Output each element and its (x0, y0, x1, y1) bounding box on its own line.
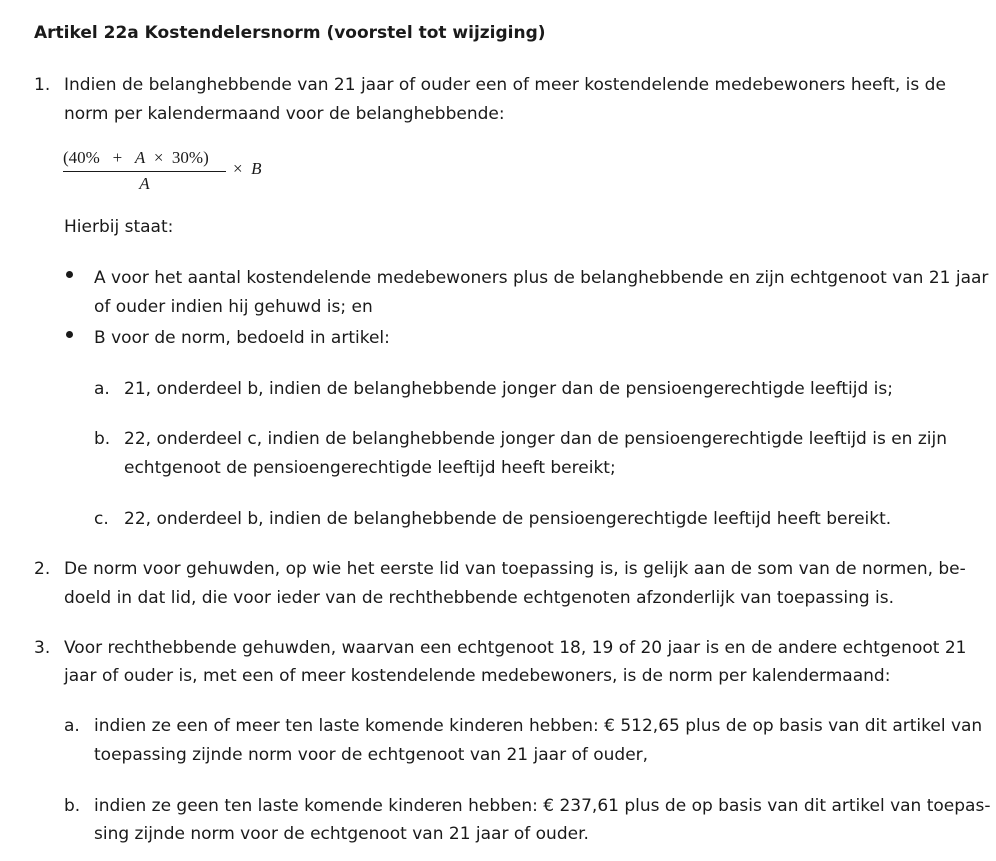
item-2-number: 2. (34, 559, 51, 579)
formula-fraction-bar (63, 171, 226, 172)
item-1-line-1: Indien de belanghebbende van 21 jaar of ouder een of meer kostendelende medebewoners heeft, is de (64, 75, 946, 95)
bullet-1-line-2: of ouder indien hij gehuwd is; en (94, 297, 373, 317)
item-1-number: 1. (34, 75, 51, 95)
subitem-1b-line-2: echtgenoot de pensioengerechtigde leeftijd heeft bereikt; (124, 458, 616, 478)
bullet-1-line-1: A voor het aantal kostendelende medebewoners plus de belanghebbende en zijn echtgenoot van 21 jaar (94, 268, 989, 288)
formula-numerator: (40% + A × 30%) (63, 148, 209, 167)
subitem-3b-letter: b. (64, 796, 81, 816)
item-2-line-2: doeld in dat lid, die voor ieder van de rechthebbende echtgenoten afzonderlijk van toepassing is. (64, 588, 895, 608)
subitem-1c-line-1: 22, onderdeel b, indien de belanghebbende de pensioengerechtigde leeftijd heeft bereikt. (124, 509, 892, 529)
bullet-2-line-1: B voor de norm, bedoeld in artikel: (94, 328, 390, 348)
subitem-1a-line-1: 21, onderdeel b, indien de belanghebbende jonger dan de pensioengerechtigde leeftijd is; (124, 379, 893, 399)
subitem-3a-letter: a. (64, 716, 80, 736)
hierbij-staat: Hierbij staat: (64, 217, 174, 237)
article-title: Artikel 22a Kostendelersnorm (voorstel tot wijziging) (34, 23, 546, 43)
item-1-line-2: norm per kalendermaand voor de belanghebbende: (64, 104, 505, 124)
subitem-3b-line-1: indien ze geen ten laste komende kinderen hebben: € 237,61 plus de op basis van dit artikel van toepas- (94, 796, 991, 816)
item-3-number: 3. (34, 638, 51, 658)
formula-multiplier: × B (233, 159, 262, 178)
subitem-3a-line-2: toepassing zijnde norm voor de echtgenoot van 21 jaar of ouder, (94, 745, 649, 765)
subitem-3b-line-2: sing zijnde norm voor de echtgenoot van 21 jaar of ouder. (94, 824, 589, 844)
subitem-3a-line-1: indien ze een of meer ten laste komende kinderen hebben: € 512,65 plus de op basis van dit artikel van (94, 716, 983, 736)
item-3-line-1: Voor rechthebbende gehuwden, waarvan een echtgenoot 18, 19 of 20 jaar is en de andere echtgenoot 21 (64, 638, 967, 658)
item-3-line-2: jaar of ouder is, met een of meer kostendelende medebewoners, is de norm per kalendermaand: (64, 666, 891, 686)
bullet-dot (66, 331, 73, 338)
bullet-dot (66, 271, 73, 278)
item-2-line-1: De norm voor gehuwden, op wie het eerste lid van toepassing is, is gelijk aan de som van de normen, be- (64, 559, 966, 579)
subitem-1b-line-1: 22, onderdeel c, indien de belanghebbende jonger dan de pensioengerechtigde leeftijd is en zijn (124, 429, 948, 449)
subitem-1a-letter: a. (94, 379, 110, 399)
subitem-1c-letter: c. (94, 509, 109, 529)
formula-denominator: A (139, 174, 150, 193)
subitem-1b-letter: b. (94, 429, 111, 449)
